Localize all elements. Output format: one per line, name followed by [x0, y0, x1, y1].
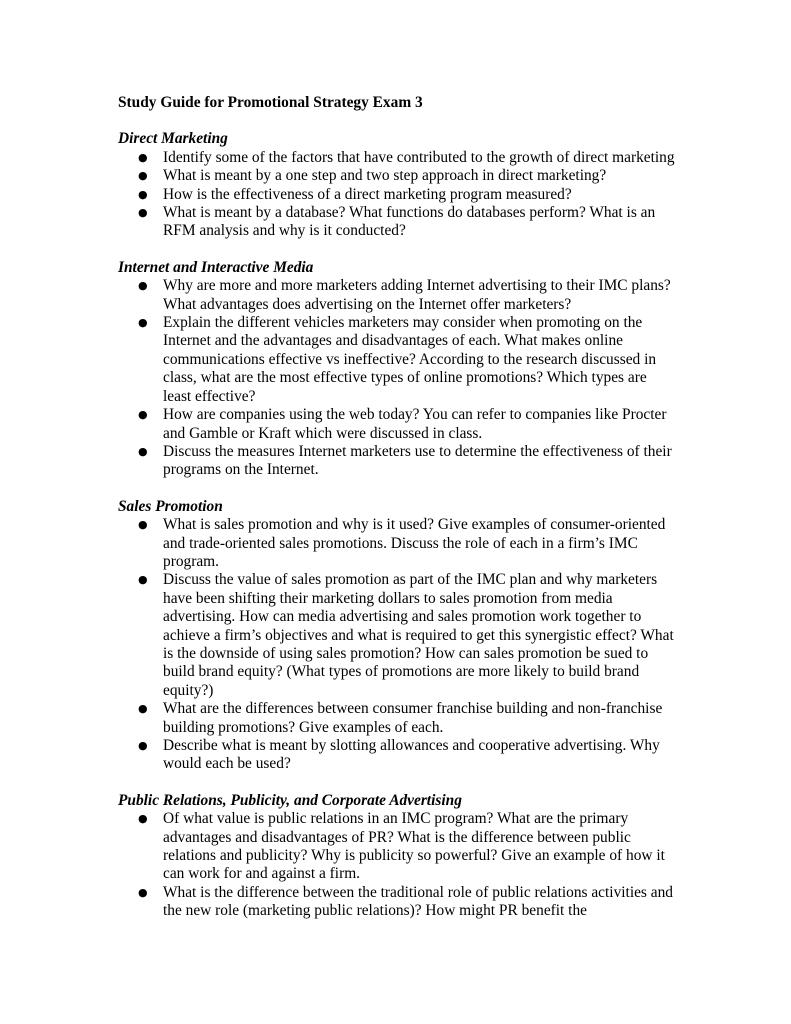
bullet-icon: ●: [138, 408, 148, 422]
list-item-text: What is the difference between the traditional role of public relations activities and the new role (marketing public relations)? How might PR benefit the: [163, 883, 673, 920]
bullet-icon: ●: [138, 885, 148, 899]
list-item-text: Describe what is meant by slotting allowances and cooperative advertising. Why would each be used?: [163, 737, 660, 773]
list-item-text: How are companies using the web today? You can refer to companies like Procter and Gamble or Kraft which were discussed in class.: [163, 406, 667, 442]
list-item-text: Why are more and more marketers adding Internet advertising to their IMC plans? What advantages does advertising on the Internet offer marketers?: [163, 277, 671, 313]
bullet-icon: ●: [138, 739, 148, 752]
bullet-icon: ●: [138, 169, 148, 183]
bullet-icon: ●: [138, 573, 148, 587]
bullet-list: [118, 516, 678, 774]
list-item: [118, 406, 678, 443]
section-heading: Public Relations, Publicity, and Corporate Advertising: [118, 791, 462, 809]
list-item-text: What is sales promotion and why is it used? Give examples of consumer-oriented and trade-oriented sales promotions. Discuss the role of each in a firm’s IMC program.: [163, 516, 666, 570]
list-item: [118, 443, 678, 480]
section-public-relations: [118, 792, 678, 921]
bullet-list: [118, 810, 678, 920]
bullet-icon: ●: [138, 316, 148, 330]
section-heading: Sales Promotion: [118, 497, 223, 515]
list-item: [118, 277, 678, 314]
section-internet-interactive-media: [118, 259, 678, 480]
list-item-text: Discuss the measures Internet marketers use to determine the effectiveness of their programs on the Internet.: [163, 442, 672, 479]
document-title: Study Guide for Promotional Strategy Exam 3: [118, 94, 423, 111]
document-page: [118, 94, 678, 939]
section-sales-promotion: [118, 498, 678, 774]
list-item: [118, 149, 678, 167]
bullet-list: [118, 149, 678, 241]
list-item-text: Of what value is public relations in an IMC program? What are the primary advantages and disadvantages of PR? What is the difference between public relations and publicity? Why is publicity so powerful? Give an example of how it can work for and against a firm.: [163, 810, 665, 883]
bullet-icon: ●: [138, 702, 148, 716]
list-item: [118, 204, 678, 241]
list-item: [118, 314, 678, 406]
list-item: [118, 571, 678, 700]
list-item: [118, 737, 678, 774]
bullet-icon: ●: [138, 187, 148, 201]
list-item: [118, 700, 678, 737]
list-item: [118, 167, 678, 185]
bullet-list: [118, 277, 678, 479]
list-item: [118, 186, 678, 204]
list-item-text: Identify some of the factors that have contributed to the growth of direct marketing: [163, 148, 675, 166]
list-item-text: How is the effectiveness of a direct marketing program measured?: [163, 185, 572, 203]
bullet-icon: ●: [138, 444, 148, 458]
bullet-icon: ●: [138, 279, 148, 293]
list-item: [118, 516, 678, 571]
list-item: [118, 884, 678, 921]
section-heading: Direct Marketing: [118, 130, 228, 148]
list-item-text: Discuss the value of sales promotion as part of the IMC plan and why marketers have been shifting their marketing dollars to sales promotion from media advertising. How can media advertising and sales promotion work together to achieve a firm’s objectives and what is required to get this synergistic effect? What is the downside of using sales promotion? How can sales promotion be sued to build brand equity? (What types of promotions are more likely to build brand equity?): [163, 571, 674, 699]
list-item-text: What is meant by a one step and two step approach in direct marketing?: [163, 167, 607, 185]
bullet-icon: ●: [138, 150, 148, 164]
bullet-icon: ●: [138, 518, 148, 532]
list-item-text: Explain the different vehicles marketers may consider when promoting on the Internet and the advantages and disadvantages of each. What makes online communications effective vs ineffective? According to the research discussed in class, what are the most effective types of online promotions? Which types are least effective?: [163, 314, 657, 405]
list-item-text: What is meant by a database? What functions do databases perform? What is an RFM analysis and why is it conducted?: [163, 204, 656, 240]
section-heading: Internet and Interactive Media: [118, 258, 314, 276]
list-item-text: What are the differences between consumer franchise building and non-franchise building promotions? Give examples of each.: [163, 700, 663, 736]
bullet-icon: ●: [138, 206, 148, 220]
list-item: [118, 810, 678, 884]
section-direct-marketing: [118, 130, 678, 240]
bullet-icon: ●: [138, 812, 148, 826]
